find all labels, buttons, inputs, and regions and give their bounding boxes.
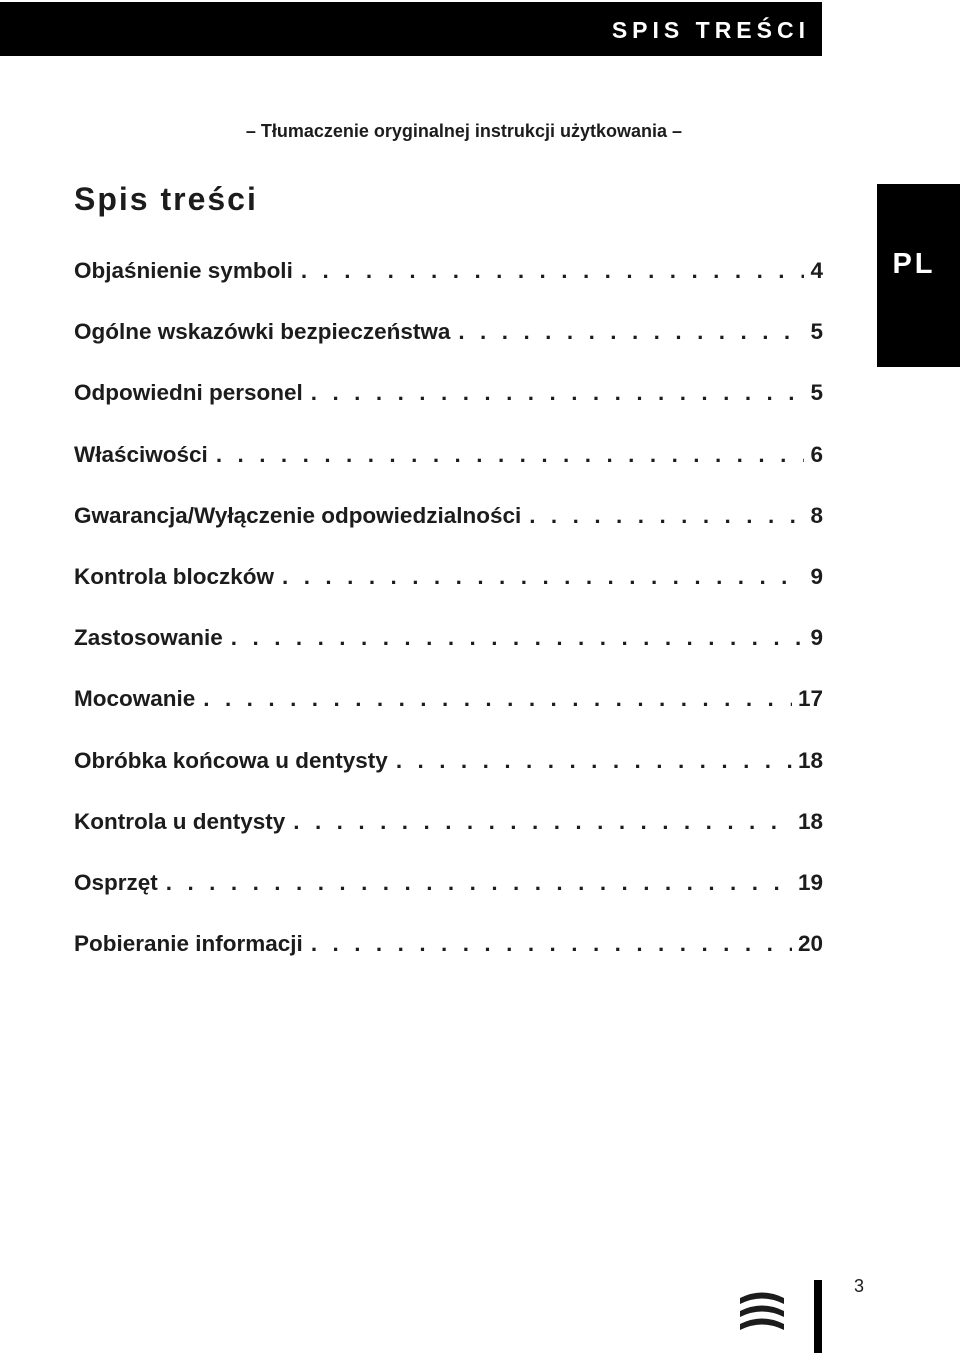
toc-dot-leader [301, 258, 805, 284]
toc-entry[interactable] [74, 442, 823, 503]
toc-entry-label: Gwarancja/Wyłączenie odpowiedzialności [74, 502, 522, 528]
toc-entry[interactable] [74, 258, 823, 319]
toc-entry[interactable] [74, 931, 823, 992]
toc-entry-page: 20 [797, 931, 823, 957]
toc-dot-leader [166, 870, 792, 896]
toc-entry-label: Obróbka końcowa u dentysty [74, 747, 388, 773]
page-title: Spis treści [74, 181, 258, 217]
toc-entry[interactable] [74, 748, 823, 809]
toc-entry-label: Osprzęt [74, 869, 158, 895]
toc-entry-label: Ogólne wskazówki bezpieczeństwa [74, 319, 451, 345]
toc-entry[interactable] [74, 809, 823, 870]
toc-entry-page: 18 [797, 808, 823, 834]
toc-entry-page: 17 [797, 686, 823, 712]
toc-entry-page: 8 [810, 502, 823, 528]
toc-entry[interactable] [74, 686, 823, 747]
toc-dot-leader [216, 442, 805, 468]
logo-arch-middle [740, 1306, 784, 1318]
logo-arch-bottom [740, 1319, 784, 1331]
toc-entry-page: 9 [810, 563, 823, 589]
table-of-contents [74, 258, 823, 992]
toc-entry-label: Odpowiedni personel [74, 380, 303, 406]
toc-dot-leader [529, 503, 804, 529]
page-number: 3 [854, 1276, 865, 1296]
toc-entry-label: Kontrola u dentysty [74, 808, 286, 834]
toc-entry-label: Mocowanie [74, 686, 196, 712]
header-title: SPIS TREŚCI [611, 17, 810, 43]
footer-vertical-rule [814, 1280, 822, 1353]
toc-entry-label: Zastosowanie [74, 625, 223, 651]
toc-dot-leader [293, 809, 792, 835]
toc-entry-page: 5 [810, 380, 823, 406]
toc-dot-leader [203, 686, 792, 712]
toc-dot-leader [311, 380, 805, 406]
toc-dot-leader [282, 564, 804, 590]
toc-entry-label: Pobieranie informacji [74, 931, 303, 957]
toc-dot-leader [458, 319, 804, 345]
language-tab-label: PL [892, 248, 936, 280]
toc-entry[interactable] [74, 564, 823, 625]
toc-entry-page: 19 [797, 869, 823, 895]
toc-dot-leader [311, 931, 792, 957]
toc-entry[interactable] [74, 870, 823, 931]
language-tab [877, 184, 960, 367]
toc-entry-page: 4 [810, 258, 823, 283]
toc-entry[interactable] [74, 625, 823, 686]
toc-entry[interactable] [74, 319, 823, 380]
toc-entry-page: 6 [810, 441, 823, 467]
logo-arch-top [740, 1293, 784, 1305]
toc-entry-page: 18 [797, 747, 823, 773]
toc-entry[interactable] [74, 503, 823, 564]
toc-entry-page: 9 [810, 625, 823, 651]
toc-entry-page: 5 [810, 319, 823, 345]
toc-entry-label: Kontrola bloczków [74, 563, 275, 589]
toc-dot-leader [396, 748, 792, 774]
document-subtitle: – Tłumaczenie oryginalnej instrukcji użytkowania – [245, 121, 682, 141]
toc-entry-label: Właściwości [74, 441, 208, 467]
toc-entry[interactable] [74, 380, 823, 441]
toc-entry-label: Objaśnienie symboli [74, 258, 293, 283]
header-bar [0, 2, 822, 56]
stacked-arches-logo-icon [738, 1288, 786, 1334]
toc-dot-leader [231, 625, 805, 651]
